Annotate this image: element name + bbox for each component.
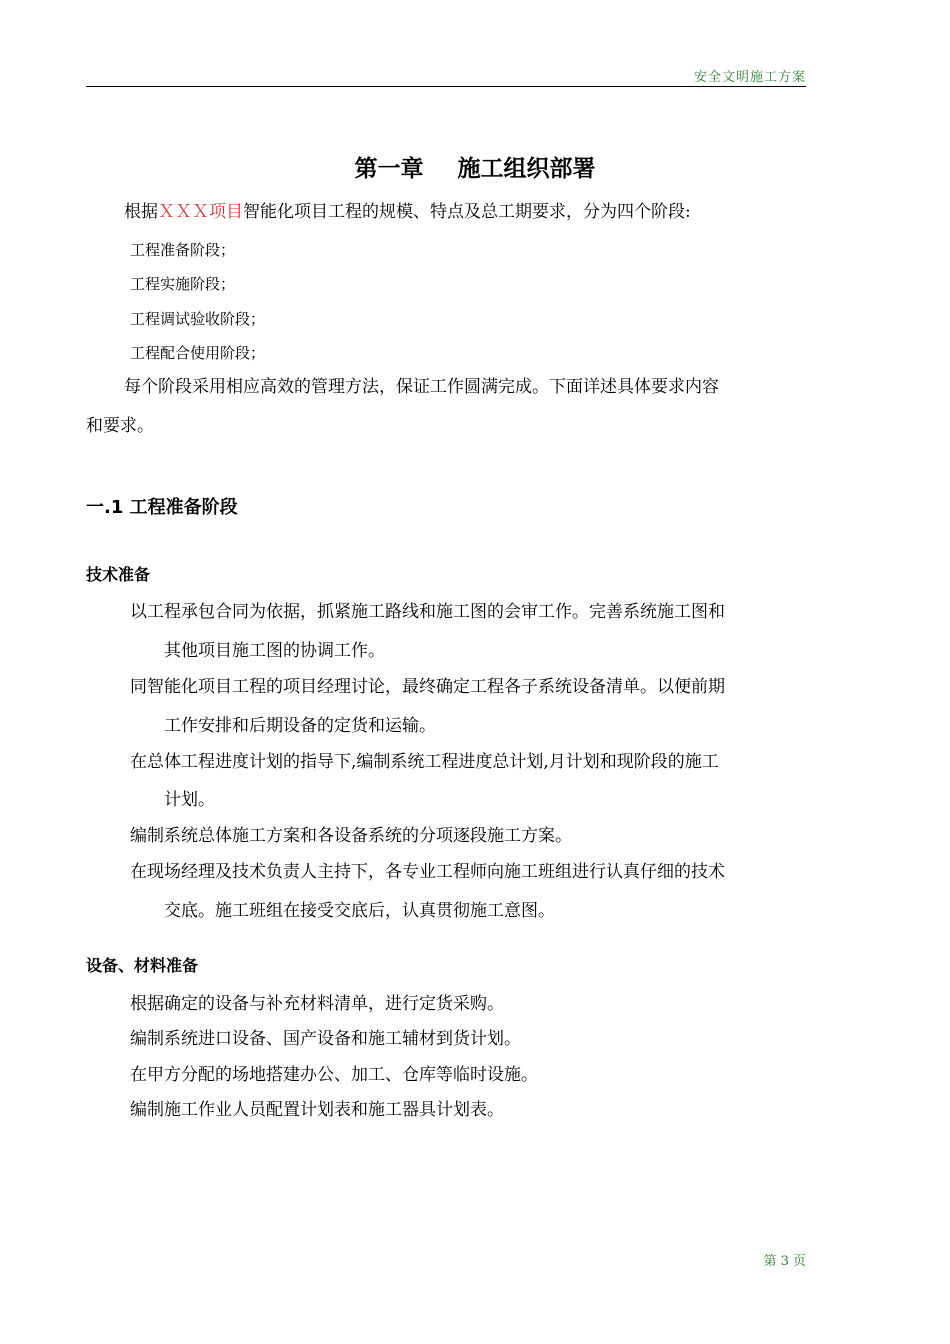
- summary-line: 每个阶段采用相应高效的管理方法，保证工作圆满完成。下面详述具体要求内容: [124, 377, 719, 397]
- intro-paragraph: [124, 202, 691, 222]
- tech-item: 在总体工程进度计划的指导下,编制系统工程进度总计划,月计划和现阶段的施工: [130, 752, 719, 772]
- tech-item-continued: 工作安排和后期设备的定货和运输。: [164, 716, 436, 736]
- phase-item: 工程调试验收阶段；: [130, 310, 266, 328]
- materials-item: 根据确定的设备与补充材料清单，进行定货采购。: [130, 994, 504, 1014]
- materials-heading: 设备、材料准备: [86, 956, 199, 975]
- project-name: ＸＸＸ项目: [158, 202, 243, 222]
- materials-item: 在甲方分配的场地搭建办公、加工、仓库等临时设施。: [130, 1065, 538, 1085]
- page-number: 第 3 页: [763, 1254, 806, 1269]
- tech-item: 编制系统总体施工方案和各设备系统的分项逐段施工方案。: [130, 826, 572, 846]
- intro-suffix: 智能化项目工程的规模、特点及总工期要求，分为四个阶段:: [243, 202, 691, 222]
- summary-line: 和要求。: [86, 416, 154, 436]
- section-title: 工程准备阶段: [129, 497, 238, 518]
- phase-item: 工程准备阶段；: [130, 241, 236, 259]
- tech-item: 同智能化项目工程的项目经理讨论，最终确定工程各子系统设备清单。以便前期: [130, 677, 725, 697]
- tech-item-continued: 其他项目施工图的协调工作。: [164, 641, 385, 661]
- chapter-title: [0, 150, 950, 183]
- tech-heading: 技术准备: [86, 565, 151, 584]
- tech-item: 在现场经理及技术负责人主持下，各专业工程师向施工班组进行认真仔细的技术: [130, 862, 725, 882]
- header-rule: [86, 86, 806, 87]
- section-number: 一.1: [86, 497, 124, 518]
- intro-prefix: 根据: [124, 202, 158, 222]
- materials-item: 编制系统进口设备、国产设备和施工辅材到货计划。: [130, 1029, 521, 1049]
- phase-item: 工程实施阶段；: [130, 275, 236, 293]
- chapter-name: 施工组织部署: [457, 156, 596, 182]
- running-header: 安全文明施工方案: [693, 70, 806, 85]
- phase-item: 工程配合使用阶段；: [130, 344, 266, 362]
- tech-item: 以工程承包合同为依据，抓紧施工路线和施工图的会审工作。完善系统施工图和: [130, 602, 725, 622]
- materials-item: 编制施工作业人员配置计划表和施工器具计划表。: [130, 1100, 504, 1120]
- chapter-number: 第一章: [354, 156, 424, 182]
- tech-item-continued: 计划。: [164, 790, 215, 810]
- tech-item-continued: 交底。施工班组在接受交底后，认真贯彻施工意图。: [164, 901, 555, 921]
- section-heading: [86, 493, 238, 519]
